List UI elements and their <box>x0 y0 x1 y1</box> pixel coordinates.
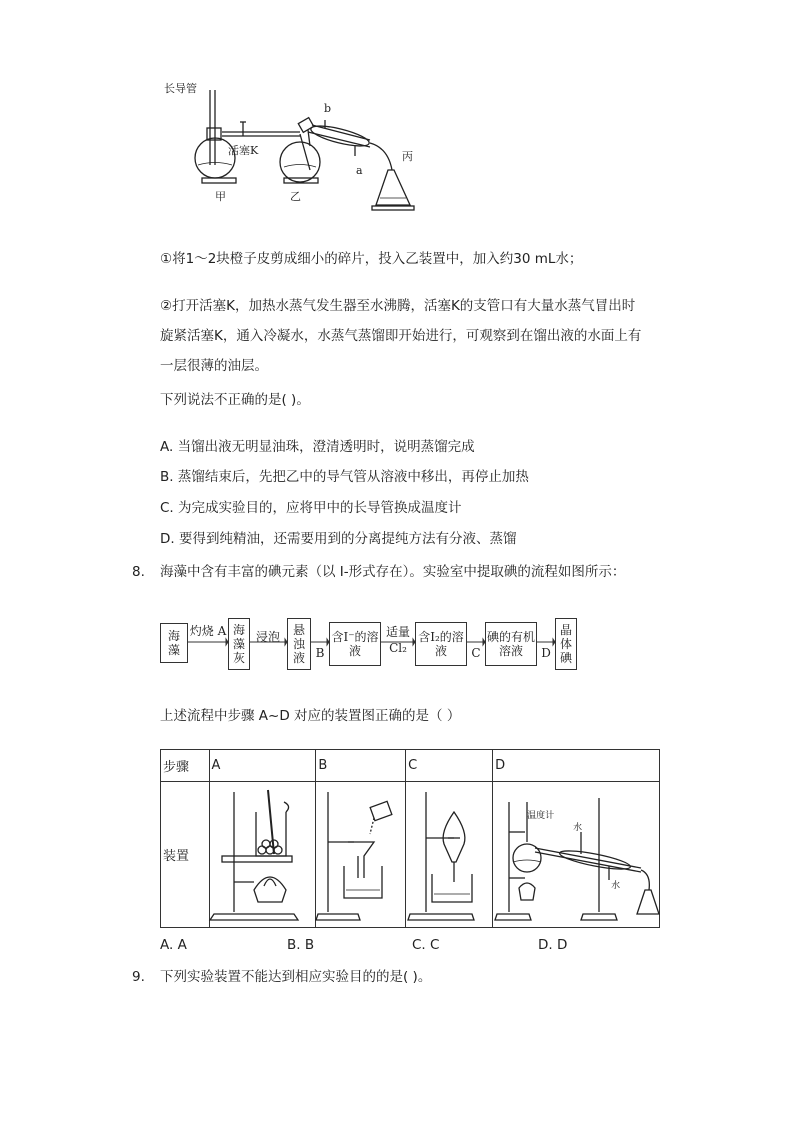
label-jia: 甲 <box>215 190 226 203</box>
table-header-c: C <box>406 750 493 782</box>
table-row-label: 装置 <box>161 782 210 928</box>
flow-box-iodide-solution: 含I⁻的溶液 <box>329 622 381 666</box>
q7-option-a[interactable]: A. 当馏出液无明显油珠，澄清透明时，说明蒸馏完成 <box>160 439 475 455</box>
flow-box-iodine-solution: 含I₂的溶液 <box>415 622 467 666</box>
iodine-extraction-flowchart <box>160 618 590 672</box>
apparatus-b-drawing <box>318 782 400 922</box>
q8-question: 上述流程中步骤 A~D 对应的装置图正确的是（ ） <box>160 708 461 724</box>
flow-arrow-label-d: D <box>541 646 551 660</box>
step2-line3: 一层很薄的油层。 <box>160 358 268 374</box>
step2-line1: ②打开活塞K，加热水蒸气发生器至水沸腾，活塞K的支管口有大量水蒸气冒出时 <box>160 298 636 314</box>
q9-text: 下列实验装置不能达到相应实验目的的是( )。 <box>160 969 432 985</box>
label-yi: 乙 <box>290 190 301 203</box>
label-stopcock: 活塞K <box>228 144 259 157</box>
flow-box-suspension: 悬浊液 <box>287 618 311 670</box>
flow-arrow-label-b: B <box>315 646 325 660</box>
q8-option-c[interactable]: C. C <box>412 937 440 953</box>
apparatus-c-drawing <box>408 782 488 922</box>
q8-option-a[interactable]: A. A <box>160 937 187 953</box>
flow-arrows <box>160 618 590 672</box>
q7-option-b[interactable]: B. 蒸馏结束后，先把乙中的导气管从溶液中移出，再停止加热 <box>160 469 529 485</box>
q8-option-b[interactable]: B. B <box>287 937 315 953</box>
q8-text: 海藻中含有丰富的碘元素（以 I-形式存在）。实验室中提取碘的流程如图所示： <box>160 564 626 580</box>
flow-box-seaweed-ash: 海藻灰 <box>228 618 250 670</box>
apparatus-c-cell <box>406 782 493 928</box>
label-water-in: 水 <box>573 823 583 833</box>
apparatus-a-cell <box>209 782 316 928</box>
apparatus-d-drawing <box>495 782 655 922</box>
q7-option-d[interactable]: D. 要得到纯精油，还需要用到的分离提纯方法有分液、蒸馏 <box>160 531 517 547</box>
label-a: a <box>356 164 363 177</box>
flow-box-crystal-iodine: 晶体碘 <box>555 618 577 670</box>
table-header-row <box>161 750 660 782</box>
label-bing: 丙 <box>402 150 413 163</box>
table-header-step: 步骤 <box>161 750 210 782</box>
flow-box-seaweed: 海藻 <box>160 623 188 663</box>
q8-option-d[interactable]: D. D <box>538 937 568 953</box>
flow-box-organic-solution: 碘的有机溶液 <box>485 622 537 666</box>
step1-text: ①将1～2块橙子皮剪成细小的碎片，投入乙装置中，加入约30 mL水； <box>160 251 583 267</box>
q9-number: 9. <box>132 969 145 985</box>
label-thermometer: 温度计 <box>527 811 555 821</box>
label-water-out: 水 <box>611 881 621 891</box>
apparatus-d-cell <box>493 782 660 928</box>
table-header-b: B <box>316 750 406 782</box>
q7-question: 下列说法不正确的是( )。 <box>160 392 310 408</box>
flow-arrow-label-c: C <box>471 646 481 660</box>
table-apparatus-row <box>161 782 660 928</box>
flow-arrow-label-cl2: 适量 Cl₂ <box>385 625 410 655</box>
label-long-tube: 长导管 <box>164 82 197 95</box>
flow-arrow-label-a: 灼烧 A <box>189 624 227 638</box>
label-b: b <box>324 102 332 115</box>
apparatus-a-drawing <box>212 782 310 922</box>
step2-line2: 旋紧活塞K，通入冷凝水，水蒸气蒸馏即开始进行，可观察到在馏出液的水面上有 <box>160 328 642 344</box>
q8-number: 8. <box>132 564 145 580</box>
table-header-a: A <box>209 750 316 782</box>
q7-option-c[interactable]: C. 为完成实验目的，应将甲中的长导管换成温度计 <box>160 500 462 516</box>
flow-arrow-label-soak: 浸泡 <box>255 630 280 644</box>
table-header-d: D <box>493 750 660 782</box>
steps-apparatus-table <box>160 749 660 928</box>
steam-distillation-figure <box>160 70 430 220</box>
apparatus-b-cell <box>316 782 406 928</box>
